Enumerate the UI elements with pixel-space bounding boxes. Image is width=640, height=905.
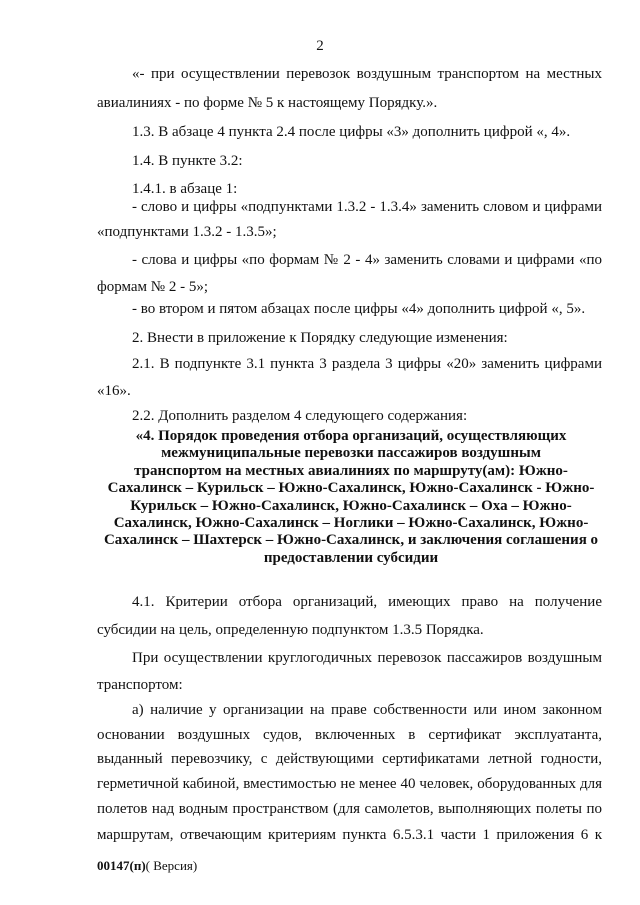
heading-line: межмуниципальные перевозки пассажиров воздушным	[161, 445, 541, 462]
heading-line: Сахалинск – Шахтерск – Южно-Сахалинск, и заключения соглашения о	[103, 532, 599, 549]
footer-code: 00147(п)	[97, 858, 146, 873]
paragraph-line: - во втором и пятом абзацах после цифры «4» дополнить цифрой «, 5».	[132, 301, 586, 317]
paragraph-line: герметичной кабиной, вместимостью не менее 40 человек, оборудованных для	[97, 776, 602, 792]
section-heading	[96, 428, 606, 567]
heading-line: предоставлении субсидии	[263, 549, 439, 566]
heading-line: «4. Порядок проведения отбора организаций, осуществляющих	[135, 428, 567, 444]
paragraph-line: «подпунктами 1.3.2 - 1.3.5»;	[97, 224, 277, 240]
paragraph-line: авиалиниях - по форме № 5 к настоящему Порядку.».	[97, 95, 438, 111]
paragraph-line: субсидии на цель, определенную подпунктом 1.3.5 Порядка.	[97, 622, 484, 638]
heading-line: Сахалинск – Курильск – Южно-Сахалинск, Южно-Сахалинск - Южно-	[107, 480, 595, 497]
paragraph-line: 2.1. В подпункте 3.1 пункта 3 раздела 3 цифры «20» заменить цифрами	[132, 356, 602, 372]
paragraph-line: полетов над водным пространством (для самолетов, выполняющих полеты по	[97, 801, 602, 817]
paragraph-line: «- при осуществлении перевозок воздушным транспортом на местных	[132, 66, 602, 82]
paragraph-line: 1.4. В пункте 3.2:	[132, 153, 243, 169]
paragraph-line: 4.1. Критерии отбора организаций, имеющих право на получение	[132, 594, 602, 610]
paragraph-line: маршрутам, отвечающим критериям пункта 6.5.3.1 части 1 приложения 6 к	[97, 827, 602, 843]
heading-line: Сахалинск, Южно-Сахалинск – Ноглики – Южно-Сахалинск, Южно-	[113, 515, 589, 532]
heading-line: транспортом на местных авиалиниях по маршруту(ам): Южно-	[134, 462, 568, 479]
paragraph-line: - слова и цифры «по формам № 2 - 4» заменить словами и цифрами «по	[132, 252, 602, 268]
paragraph-line: 1.4.1. в абзаце 1:	[132, 181, 238, 197]
heading-line: Курильск – Южно-Сахалинск, Южно-Сахалинск – Оха – Южно-	[130, 497, 572, 514]
paragraph-line: 1.3. В абзаце 4 пункта 2.4 после цифры «3» дополнить цифрой «, 4».	[132, 124, 571, 140]
document-footer	[97, 858, 197, 874]
paragraph-line: транспортом:	[97, 677, 183, 693]
paragraph-line: а) наличие у организации на праве собственности или ином законном	[132, 702, 602, 718]
paragraph-line: При осуществлении круглогодичных перевозок пассажиров воздушным	[132, 650, 602, 666]
paragraph-line: - слово и цифры «подпунктами 1.3.2 - 1.3.4» заменить словом и цифрами	[132, 199, 602, 215]
page-number: 2	[316, 38, 324, 54]
paragraph-line: 2.2. Дополнить разделом 4 следующего содержания:	[132, 408, 468, 424]
paragraph-line: 2. Внести в приложение к Порядку следующие изменения:	[132, 330, 508, 346]
paragraph-line: основании воздушных судов, включенных в сертификат эксплуатанта,	[97, 727, 602, 743]
paragraph-line: «16».	[97, 383, 131, 399]
paragraph-line: выданный перевозчику, с действующими сертификатами летной годности,	[97, 751, 602, 767]
paragraph-line: формам № 2 - 5»;	[97, 279, 209, 295]
footer-version: ( Версия)	[145, 858, 198, 873]
